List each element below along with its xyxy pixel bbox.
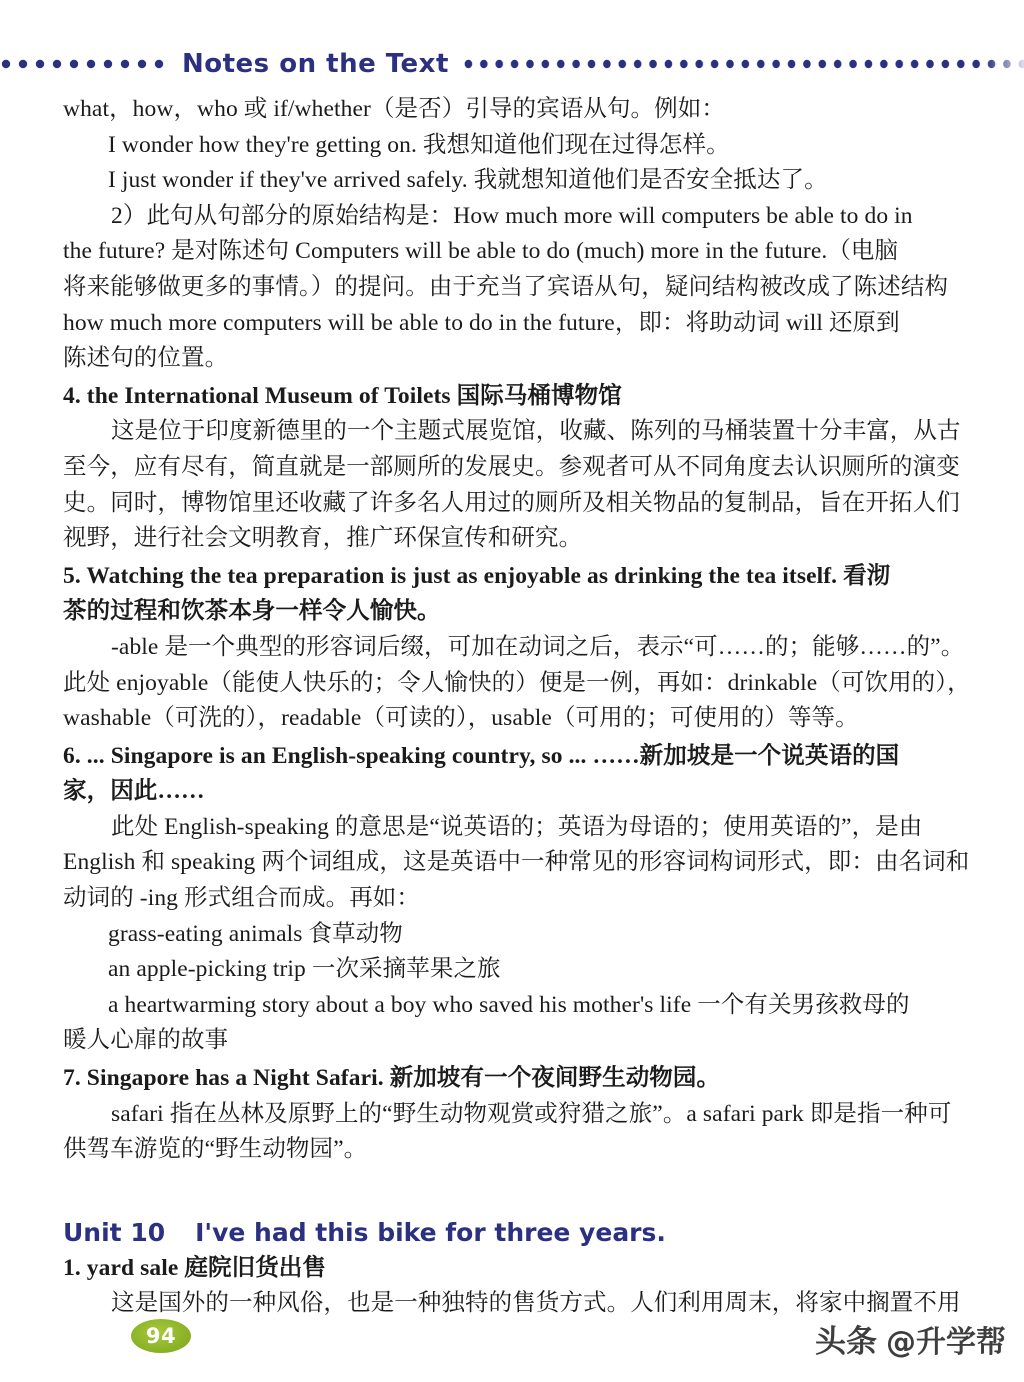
note-block-unit10-1 xyxy=(63,1251,968,1322)
text-line: 这是位于印度新德里的一个主题式展览馆，收藏、陈列的马桶装置十分丰富，从古 xyxy=(111,418,961,445)
note-block-5 xyxy=(63,559,971,737)
text-line: safari 指在丛林及原野上的“野生动物观赏或狩猎之旅”。a safari park 即是指一种可 xyxy=(111,1100,952,1127)
text-line: how much more computers will be able to do in the future，即：将助动词 will 还原到 xyxy=(63,309,900,336)
text-line: 这是国外的一种风俗，也是一种独特的售货方式。人们利用周末，将家中搁置不用 xyxy=(111,1290,961,1317)
note-heading-5-cont: 茶的过程和饮茶本身一样令人愉快。 xyxy=(63,598,441,625)
note-block-4 xyxy=(63,379,968,557)
unit-title: I've had this bike for three years. xyxy=(195,1217,666,1247)
example-line-cont: 暖人心扉的故事 xyxy=(63,1027,229,1054)
text-line: the future? 是对陈述句 Computers will be able to do (much) more in the future.（电脑 xyxy=(63,238,899,265)
page-number-badge: 94 xyxy=(131,1319,191,1353)
watermark xyxy=(815,1316,1006,1361)
text-line: 2）此句从句部分的原始结构是：How much more will computers be able to do in xyxy=(111,202,913,229)
dotted-rule-left xyxy=(0,44,168,84)
note-block-7 xyxy=(63,1061,968,1168)
example-line: I wonder how they're getting on. 我想知道他们现在过得怎样。 xyxy=(108,131,730,158)
note-heading-6-cont: 家，因此…… xyxy=(63,778,205,805)
text-line: 此处 English-speaking 的意思是“说英语的；英语为母语的；使用英语的”，是由 xyxy=(111,813,923,840)
note-heading-4: 4. the International Museum of Toilets 国际马桶博物馆 xyxy=(63,382,622,409)
text-line: 将来能够做更多的事情。）的提问。由于充当了宾语从句，疑问结构被改成了陈述结构 xyxy=(63,273,949,300)
text-line: English 和 speaking 两个词组成，这是英语中一种常见的形容词构词形式，即：由名词和 xyxy=(63,849,970,876)
text-line: 陈述句的位置。 xyxy=(63,345,229,372)
text-line: 视野，进行社会文明教育，推广环保宣传和研究。 xyxy=(63,525,583,552)
dotted-rule-right xyxy=(463,44,1024,84)
text-line: -able 是一个典型的形容词后缀，可加在动词之后，表示“可……的；能够……的”。 xyxy=(111,633,965,660)
body-text-column xyxy=(63,92,971,1322)
watermark-handle: @升学帮 xyxy=(886,1324,1006,1360)
text-line: 至今，应有尽有，简直就是一部厕所的发展史。参观者可从不同角度去认识厕所的演变 xyxy=(63,453,960,480)
note-heading-6: 6. ... Singapore is an English-speaking country, so ... ……新加坡是一个说英语的国 xyxy=(63,742,900,769)
unit-heading xyxy=(63,1215,968,1251)
text-line: 动词的 -ing 形式组合而成。再如： xyxy=(63,885,421,912)
section-header xyxy=(0,44,1024,84)
text-line: 史。同时，博物馆里还收藏了许多名人用过的厕所及相关物品的复制品，旨在开拓人们 xyxy=(63,489,960,516)
example-line: an apple-picking trip 一次采摘苹果之旅 xyxy=(108,956,501,983)
watermark-brand: 头条 xyxy=(815,1324,877,1360)
note-block-3-continued xyxy=(63,92,968,377)
text-line: 供驾车游览的“野生动物园”。 xyxy=(63,1136,368,1163)
text-line: what，how，who 或 if/whether（是否）引导的宾语从句。例如： xyxy=(63,96,725,122)
note-heading-5: 5. Watching the tea preparation is just as enjoyable as drinking the tea itself. 看沏 xyxy=(63,562,891,589)
page-title: Notes on the Text xyxy=(182,49,449,79)
example-line: grass-eating animals 食草动物 xyxy=(108,920,403,947)
note-block-6 xyxy=(63,739,968,1059)
example-line: a heartwarming story about a boy who saved his mother's life 一个有关男孩救母的 xyxy=(108,991,910,1018)
note-heading-7: 7. Singapore has a Night Safari. 新加坡有一个夜间野生动物园。 xyxy=(63,1065,721,1092)
unit-number: Unit 10 xyxy=(63,1217,166,1247)
text-line: 此处 enjoyable（能使人快乐的；令人愉快的）便是一例，再如：drinkable（可饮用的）， xyxy=(63,669,971,696)
example-line: I just wonder if they've arrived safely. 我就想知道他们是否安全抵达了。 xyxy=(108,167,828,194)
text-line: washable（可洗的），readable（可读的），usable（可用的；可使用的）等等。 xyxy=(63,705,859,732)
note-heading-1: 1. yard sale 庭院旧货出售 xyxy=(63,1254,327,1281)
